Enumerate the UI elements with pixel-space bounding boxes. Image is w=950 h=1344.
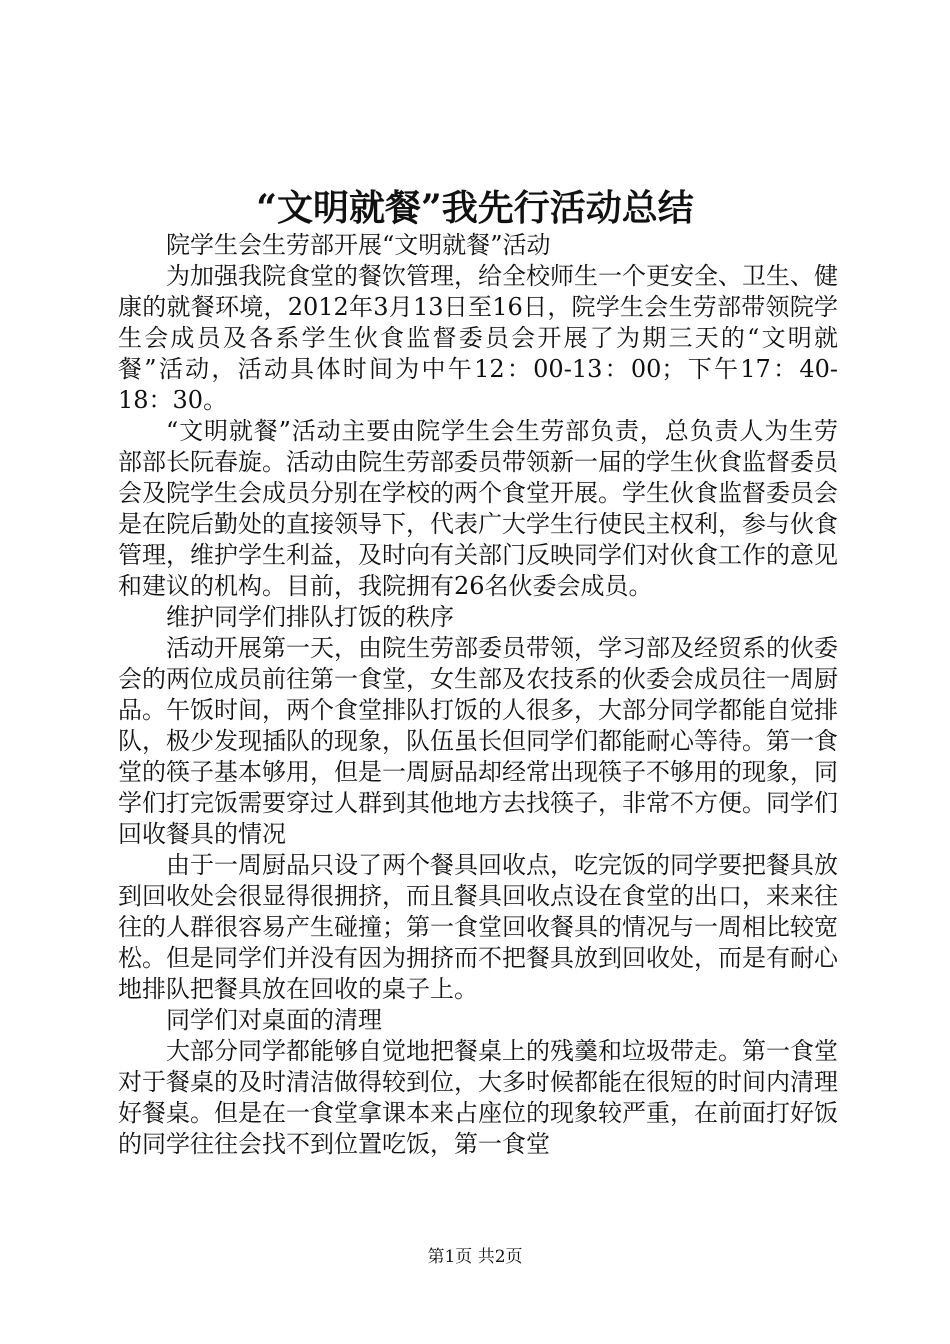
paragraph-organization: “文明就餐”活动主要由院学生会生劳部负责，总负责人为生劳部部长阮春旋。活动由院生劳部委员带领新一届的学生伙食监督委员会及院学生会成员分别在学校的两个食堂开展。学生伙食监督委员会是在院后勤处的直接领导下，代表广大学生行使民主权利，参与伙食管理，维护学生利益，及时向有关部门反映同学们对伙食工作的意见和建议的机构。目前，我院拥有26名伙委会成员。 — [118, 417, 838, 600]
paragraph-table-cleaning: 大部分同学都能够自觉地把餐桌上的残羹和垃圾带走。第一食堂对于餐桌的及时清洁做得较到位，大多时候都能在很短的时间内清理好餐桌。但是在一食堂拿课本来占座位的现象较严重，在前面打好饭的同学往往会找不到位置吃饭，第一食堂 — [118, 1037, 838, 1158]
paragraph-tableware-return: 由于一周厨品只设了两个餐具回收点，吃完饭的同学要把餐具放到回收处会很显得很拥挤，而且餐具回收点设在食堂的出口，来来往往的人群很容易产生碰撞；第一食堂回收餐具的情况与一周相比较宽松。但是同学们并没有因为拥挤而不把餐具放到回收处，而是有耐心地排队把餐具放在回收的桌子上。 — [118, 851, 838, 1003]
paragraph-subtitle: 院学生会生劳部开展“文明就餐”活动 — [166, 231, 551, 259]
section-heading-table-cleaning: 同学们对桌面的清理 — [166, 1006, 382, 1034]
document-body — [118, 230, 838, 1160]
page-number-footer: 第1页 共2页 — [427, 1247, 523, 1267]
document-title: “文明就餐”我先行活动总结 — [256, 187, 694, 229]
paragraph-intro: 为加强我院食堂的餐饮管理，给全校师生一个更安全、卫生、健康的就餐环境，2012年3月13日至16日，院学生会生劳部带领院学生会成员及各系学生伙食监督委员会开展了为期三天的“文明就餐”活动，活动具体时间为中午12：00-13：00；下午17：40-18：30。 — [118, 262, 838, 414]
paragraph-first-day: 活动开展第一天，由院生劳部委员带领，学习部及经贸系的伙委会的两位成员前往第一食堂，女生部及农技系的伙委会成员往一周厨品。午饭时间，两个食堂排队打饭的人很多，大部分同学都能自觉排队，极少发现插队的现象，队伍虽长但同学们都能耐心等待。第一食堂的筷子基本够用，但是一周厨品却经常出现筷子不够用的现象，同学们打完饭需要穿过人群到其他地方去找筷子，非常不方便。同学们回收餐具的情况 — [118, 634, 838, 848]
section-heading-queue-order: 维护同学们排队打饭的秩序 — [166, 603, 454, 631]
